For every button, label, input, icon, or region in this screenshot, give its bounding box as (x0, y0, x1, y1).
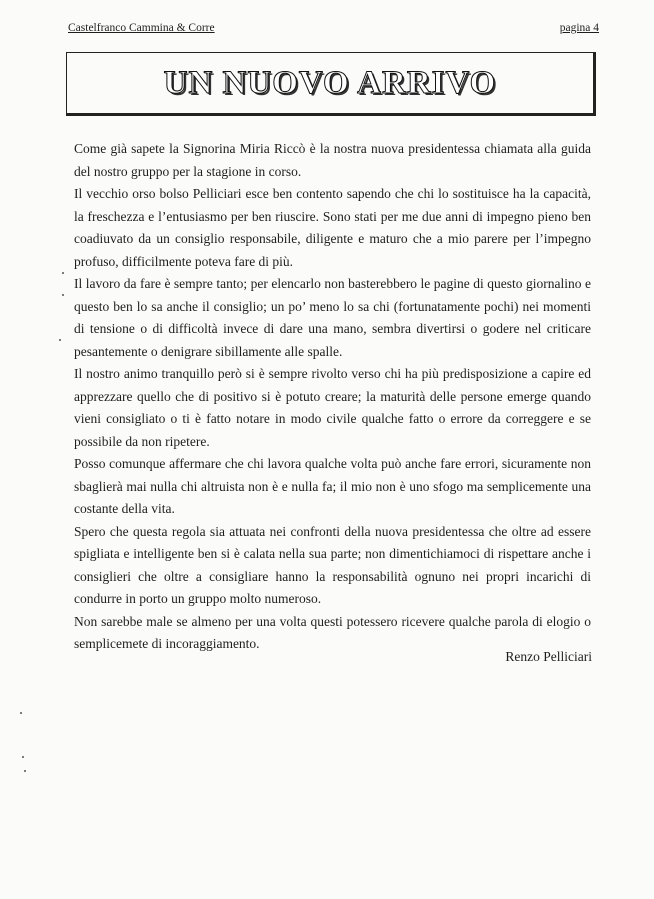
scan-speck (24, 770, 26, 772)
scan-speck (59, 339, 61, 341)
scan-speck (62, 272, 64, 274)
author-signature: Renzo Pelliciari (505, 649, 592, 664)
article-body (74, 138, 591, 656)
paragraph: Come già sapete la Signorina Miria Riccò è la nostra nuova presidentessa chiamata alla guida del nostro gruppo per la stagione in corso. (74, 141, 591, 179)
paragraph: Spero che questa regola sia attuata nei confronti della nuova presidentessa che oltre ad essere spigliata e intelligente ben si è calata nella sua parte; non dimentichiamoci di rispettare anche i consiglieri che oltre a consigliare hanno la responsabilità ognuno nei propri incarichi di condurre in porto un gruppo molto numeroso. (74, 523, 591, 606)
scan-speck (20, 712, 22, 714)
scan-speck (62, 294, 64, 296)
paragraph: Il nostro animo tranquillo però si è sempre rivolto verso chi ha più predisposizione a capire ed apprezzare quello che di positivo si è potuto creare; la maturità delle persone emerge quando vieni consigliato o ti è fatto notare in modo civile qualche fatto o errore da correggere e se possibile da non ripetere. (74, 366, 591, 449)
article-title: UN NUOVO ARRIVO (163, 64, 497, 101)
paragraph: Il vecchio orso bolso Pelliciari esce ben contento sapendo che chi lo sostituisce ha la capacità, la freschezza e l’entusiasmo per ben riuscire. Sono stati per me due anni di impegno pieno ben coadiuvato da un consiglio responsabile, diligente e maturo che a mio parere per l’impegno profuso, difficilmente poteva fare di più. (74, 186, 591, 269)
newsletter-name: Castelfranco Cammina & Corre (68, 22, 215, 34)
paragraph: Il lavoro da fare è sempre tanto; per elencarlo non basterebbero le pagine di questo giornalino e questo ben lo sa anche il consiglio; un po’ meno lo sa chi (fortunatamente pochi) nei momenti di tensione o di difficoltà invece di dare una mano, sembra divertirsi o godere nel criticare pesantemente o denigrare sibillamente alle spalle. (74, 276, 591, 359)
paragraph: Posso comunque affermare che chi lavora qualche volta può anche fare errori, sicuramente non sbaglierà mai nulla chi altruista non è e nulla fa; il mio non è uno sfogo ma semplicemente una costante della vita. (74, 456, 591, 516)
page-number: pagina 4 (559, 22, 599, 34)
title-box (66, 52, 596, 116)
scan-speck (22, 756, 24, 758)
paragraph: Non sarebbe male se almeno per una volta questi potessero ricevere qualche parola di elogio o semplicemete di incoraggiamento. (74, 613, 591, 651)
